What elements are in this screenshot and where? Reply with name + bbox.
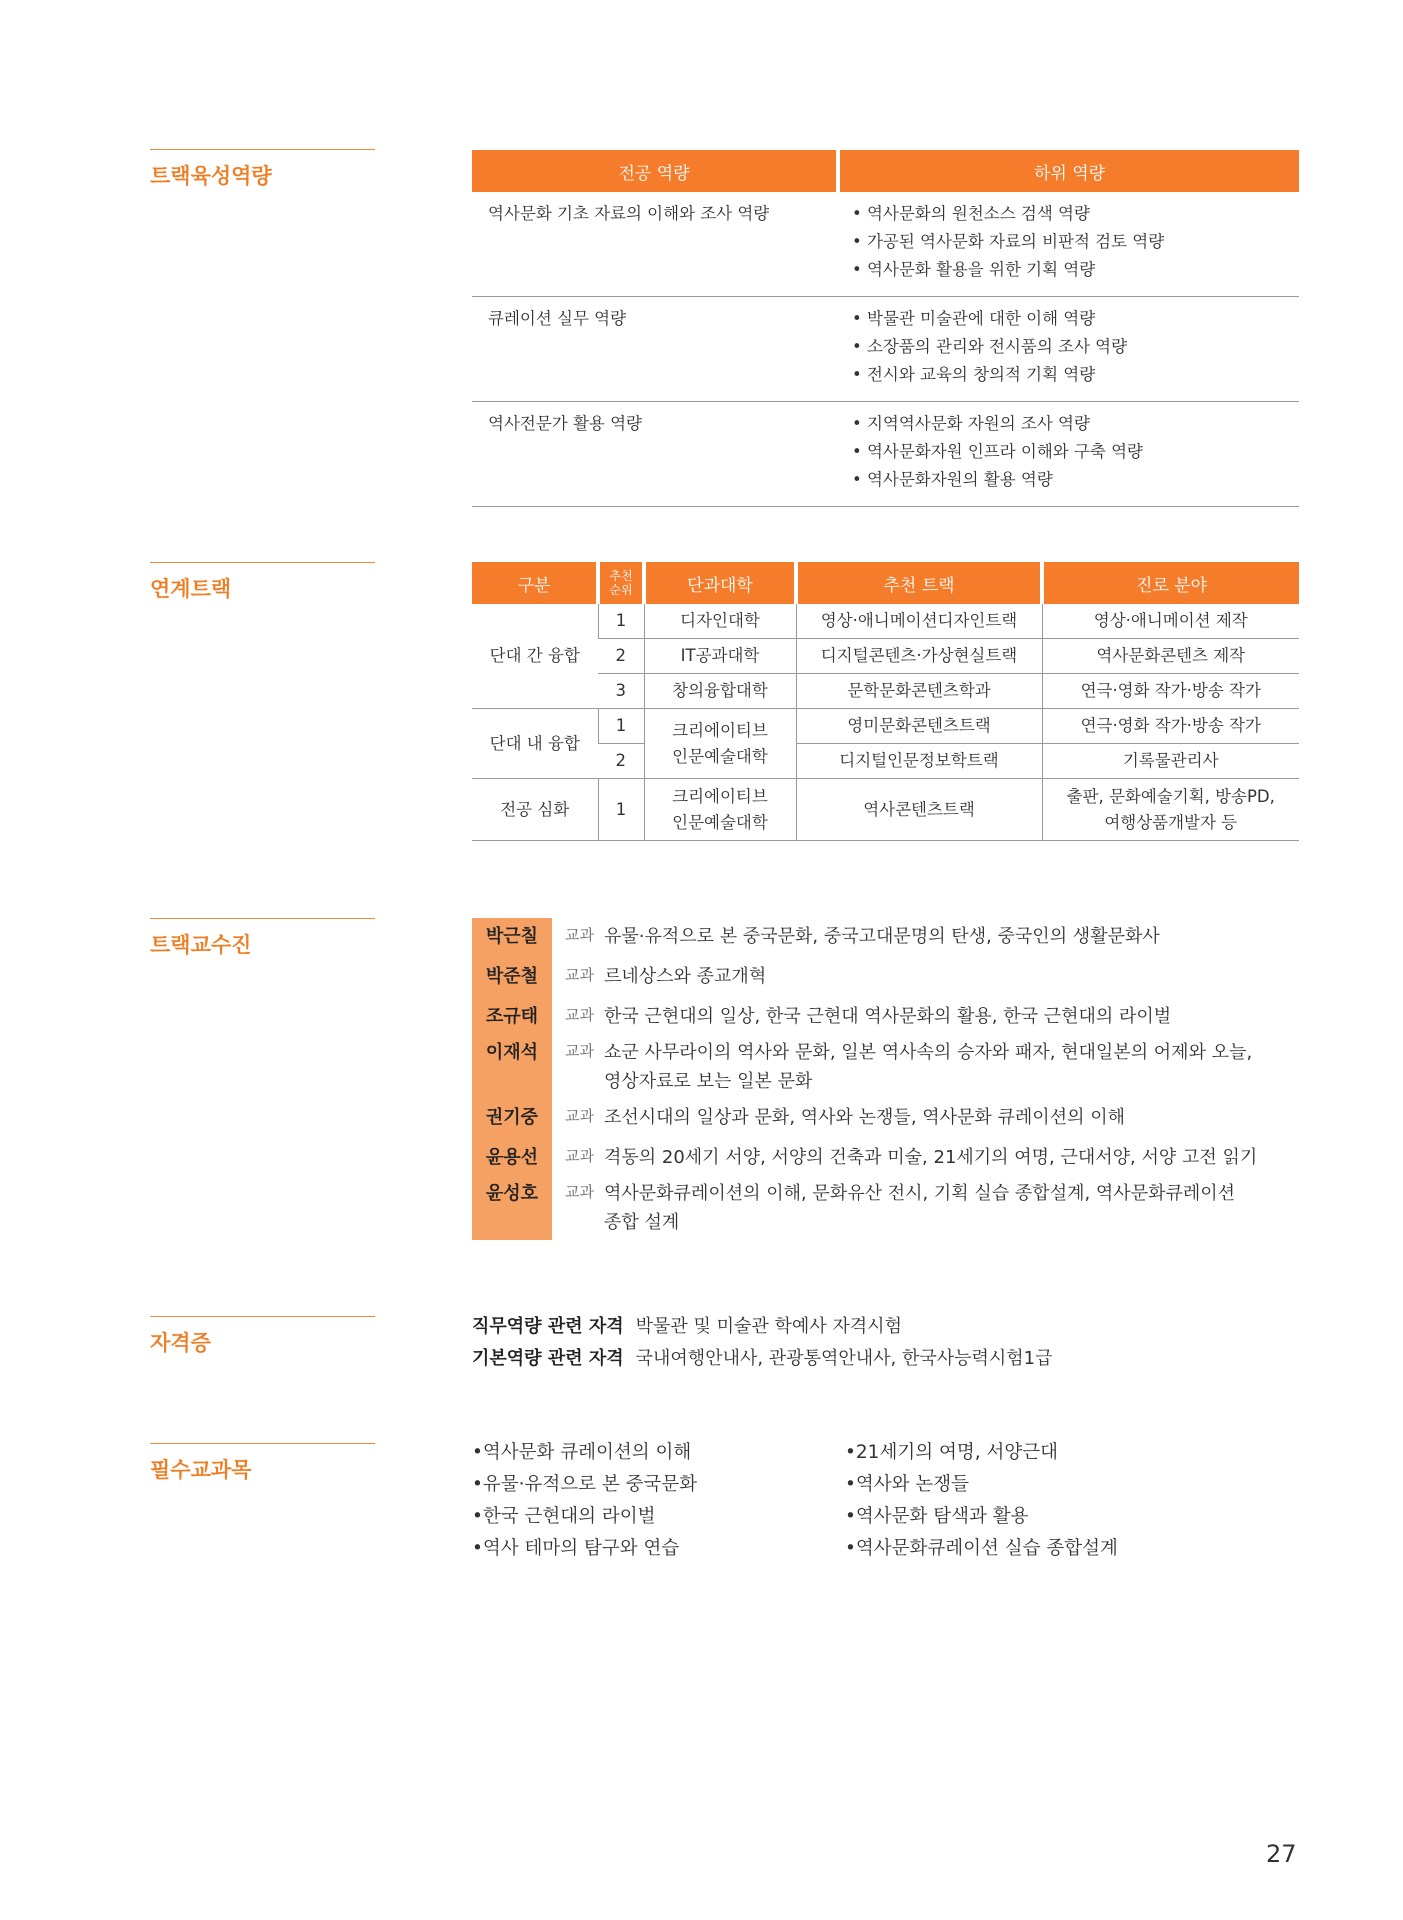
course-tag: 교과 <box>565 926 594 944</box>
list-item <box>472 1103 1312 1132</box>
career-cell: 영상·애니메이션 제작 <box>1042 604 1299 639</box>
group-label: 단대 간 융합 <box>472 604 598 709</box>
course-tag: 교과 <box>565 966 594 984</box>
list-item: •역사문화 탐색과 활용 <box>845 1506 1029 1527</box>
table-row <box>472 402 1299 507</box>
course-line: 영상자료로 보는 일본 문화 <box>604 1071 813 1092</box>
professor-name: 이재석 <box>485 1042 539 1063</box>
professor-courses: 격동의 20세기 서양, 서양의 건축과 미술, 21세기의 여명, 근대서양, 서양 고전 읽기 <box>604 1147 1258 1168</box>
track-cell: 디지털콘텐츠·가상현실트랙 <box>796 639 1042 674</box>
professor-list <box>472 918 1312 1237</box>
sub-competency-item: • 역사문화의 원천소스 검색 역량 <box>852 204 1090 223</box>
rank-cell: 1 <box>598 604 644 639</box>
list-item: •역사문화 큐레이션의 이해 <box>472 1442 692 1463</box>
competency-table <box>472 150 1299 507</box>
required-courses-right <box>845 1437 1118 1565</box>
header-major-competency: 전공 역량 <box>472 150 838 192</box>
list-item <box>472 922 1312 951</box>
professor-courses: 유물·유적으로 본 중국문화, 중국고대문명의 탄생, 중국인의 생활문화사 <box>604 926 1160 947</box>
group-label: 전공 심화 <box>472 779 598 841</box>
certificate-label: 직무역량 관련 자격 <box>472 1316 624 1337</box>
college-cell: 디자인대학 <box>644 604 796 639</box>
professor-courses: 한국 근현대의 일상, 한국 근현대 역사문화의 활용, 한국 근현대의 라이벌 <box>604 1006 1172 1027</box>
college-line: 크리에이티브 <box>672 720 768 740</box>
table-row <box>472 297 1299 402</box>
career-line: 여행상품개발자 등 <box>1104 812 1238 832</box>
track-cell: 영미문화콘텐츠트랙 <box>796 709 1042 744</box>
list-item: •역사 테마의 탐구와 연습 <box>472 1538 680 1559</box>
college-line: 인문예술대학 <box>672 812 768 832</box>
track-cell: 영상·애니메이션디자인트랙 <box>796 604 1042 639</box>
college-cell <box>644 709 796 779</box>
certificate-value: 박물관 및 미술관 학예사 자격시험 <box>635 1316 902 1337</box>
header-career: 진로 분야 <box>1042 562 1299 604</box>
sub-competency-item: • 가공된 역사문화 자료의 비판적 검토 역량 <box>852 232 1165 251</box>
header-rank-line: 추천 <box>609 569 633 583</box>
course-tag: 교과 <box>565 1042 594 1060</box>
list-item: •한국 근현대의 라이벌 <box>472 1506 656 1527</box>
major-competency: 역사문화 기초 자료의 이해와 조사 역량 <box>472 192 838 297</box>
sub-competency-item: • 소장품의 관리와 전시품의 조사 역량 <box>852 337 1128 356</box>
table-row <box>472 779 1299 841</box>
course-line: 종합 설계 <box>604 1212 680 1233</box>
linked-track-table <box>472 562 1299 841</box>
section-title-professors: 트랙교수진 <box>150 918 375 959</box>
course-tag: 교과 <box>565 1183 594 1201</box>
professor-courses: 조선시대의 일상과 문화, 역사와 논쟁들, 역사문화 큐레이션의 이해 <box>604 1107 1125 1128</box>
certificate-label: 기본역량 관련 자격 <box>472 1348 624 1369</box>
list-item <box>472 962 1312 991</box>
certificate-value: 국내여행안내사, 관광통역안내사, 한국사능력시험1급 <box>635 1348 1053 1369</box>
sub-competency-list <box>838 297 1299 402</box>
college-line: 인문예술대학 <box>672 746 768 766</box>
professor-name: 윤성호 <box>485 1183 539 1204</box>
major-competency: 큐레이션 실무 역량 <box>472 297 838 402</box>
course-tag: 교과 <box>565 1006 594 1024</box>
sub-competency-item: • 역사문화 활용을 위한 기획 역량 <box>852 260 1096 279</box>
professor-name: 박근칠 <box>485 926 539 947</box>
career-cell: 역사문화콘텐츠 제작 <box>1042 639 1299 674</box>
rank-cell: 1 <box>598 709 644 744</box>
list-item <box>472 1038 1312 1096</box>
certificate-row <box>472 1312 902 1338</box>
professor-courses <box>594 1038 1252 1096</box>
rank-cell: 2 <box>598 639 644 674</box>
track-cell: 역사콘텐츠트랙 <box>796 779 1042 841</box>
professor-courses: 르네상스와 종교개혁 <box>604 966 767 987</box>
sub-competency-list <box>838 402 1299 507</box>
course-line: 역사문화큐레이션의 이해, 문화유산 전시, 기획 실습 종합설계, 역사문화큐레이션 <box>604 1183 1236 1204</box>
career-cell: 기록물관리사 <box>1042 744 1299 779</box>
list-item <box>472 1179 1312 1237</box>
page-number: 27 <box>1266 1840 1297 1868</box>
section-title-certificates: 자격증 <box>150 1316 375 1357</box>
sub-competency-item: • 지역역사문화 자원의 조사 역량 <box>852 414 1090 433</box>
sub-competency-item: • 역사문화자원의 활용 역량 <box>852 470 1053 489</box>
certificate-row <box>472 1344 1053 1370</box>
rank-cell: 2 <box>598 744 644 779</box>
sub-competency-item: • 전시와 교육의 창의적 기획 역량 <box>852 365 1096 384</box>
list-item <box>472 1002 1312 1031</box>
table-row <box>472 604 1299 639</box>
professor-name: 박준철 <box>485 966 539 987</box>
list-item: •21세기의 여명, 서양근대 <box>845 1442 1058 1463</box>
required-courses-left <box>472 1437 697 1565</box>
table-row <box>472 709 1299 744</box>
career-line: 출판, 문화예술기획, 방송PD, <box>1066 786 1275 806</box>
list-item <box>472 1143 1312 1172</box>
college-cell: 창의융합대학 <box>644 674 796 709</box>
career-cell: 연극·영화 작가·방송 작가 <box>1042 674 1299 709</box>
section-title-competency: 트랙육성역량 <box>150 149 375 190</box>
professor-name: 권기중 <box>485 1107 539 1128</box>
college-cell: IT공과대학 <box>644 639 796 674</box>
track-cell: 문학문화콘텐츠학과 <box>796 674 1042 709</box>
header-rank <box>598 562 644 604</box>
professor-name: 조규태 <box>485 1006 539 1027</box>
rank-cell: 1 <box>598 779 644 841</box>
header-category: 구분 <box>472 562 598 604</box>
header-college: 단과대학 <box>644 562 796 604</box>
section-title-required-courses: 필수교과목 <box>150 1443 375 1484</box>
professor-name: 윤용선 <box>485 1147 539 1168</box>
header-track: 추천 트랙 <box>796 562 1042 604</box>
sub-competency-item: • 박물관 미술관에 대한 이해 역량 <box>852 309 1096 328</box>
major-competency: 역사전문가 활용 역량 <box>472 402 838 507</box>
list-item: •역사와 논쟁들 <box>845 1474 970 1495</box>
career-cell: 연극·영화 작가·방송 작가 <box>1042 709 1299 744</box>
college-line: 크리에이티브 <box>672 786 768 806</box>
section-title-linked-track: 연계트랙 <box>150 562 375 603</box>
rank-cell: 3 <box>598 674 644 709</box>
list-item: •유물·유적으로 본 중국문화 <box>472 1474 698 1495</box>
course-tag: 교과 <box>565 1147 594 1165</box>
course-tag: 교과 <box>565 1107 594 1125</box>
header-rank-line: 순위 <box>609 583 633 597</box>
career-cell <box>1042 779 1299 841</box>
track-cell: 디지털인문정보학트랙 <box>796 744 1042 779</box>
sub-competency-list <box>838 192 1299 297</box>
header-sub-competency: 하위 역량 <box>838 150 1299 192</box>
list-item: •역사문화큐레이션 실습 종합설계 <box>845 1538 1118 1559</box>
table-row <box>472 192 1299 297</box>
course-line: 쇼군 사무라이의 역사와 문화, 일본 역사속의 승자와 패자, 현대일본의 어제와 오늘, <box>604 1042 1253 1063</box>
sub-competency-item: • 역사문화자원 인프라 이해와 구축 역량 <box>852 442 1143 461</box>
college-cell <box>644 779 796 841</box>
group-label: 단대 내 융합 <box>472 709 598 779</box>
professor-courses <box>594 1179 1235 1237</box>
